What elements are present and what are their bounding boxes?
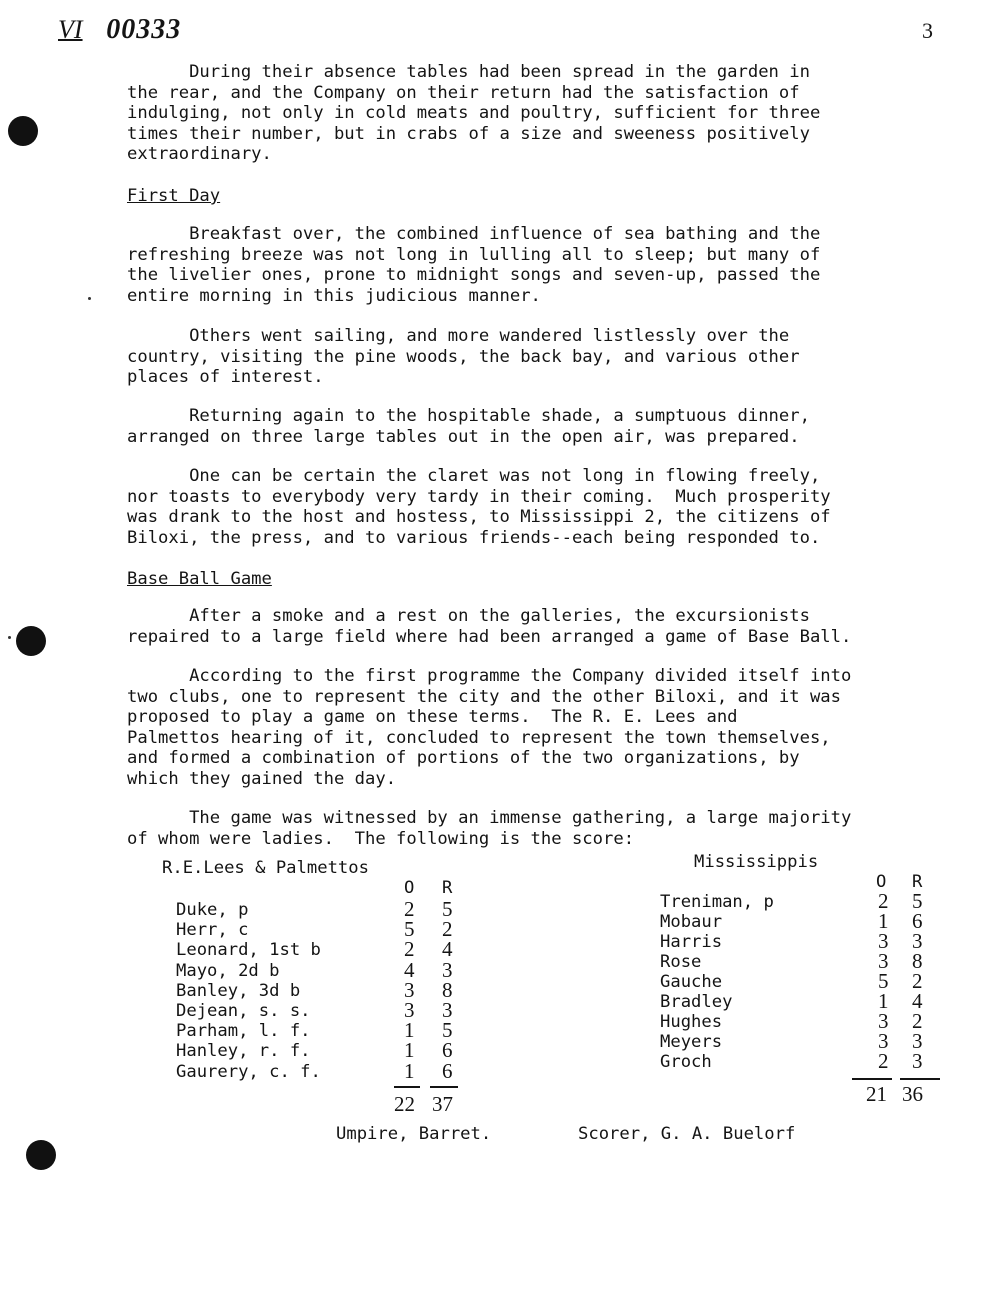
player-runs: 6 — [912, 909, 923, 933]
player-runs: 4 — [912, 989, 923, 1013]
col-o-header-right: O — [876, 872, 887, 892]
player-outs: 3 — [878, 1029, 889, 1053]
player-outs: 1 — [404, 1058, 415, 1083]
player-runs: 3 — [912, 929, 923, 953]
col-r-header-right: R — [912, 872, 923, 892]
player-runs: 2 — [912, 969, 923, 993]
player-name: Meyers — [660, 1032, 723, 1052]
col-r-header-left: R — [442, 878, 453, 898]
player-name: Harris — [660, 932, 723, 952]
paragraph-witnessed: The game was witnessed by an immense gathering, a large majority of whom were ladies. The following is the score: — [127, 808, 852, 849]
player-outs: 3 — [404, 998, 415, 1022]
player-outs: 3 — [404, 977, 415, 1002]
player-outs: 3 — [878, 949, 889, 973]
page-number: 3 — [922, 18, 933, 43]
player-name: Gaurery, c. f. — [176, 1061, 321, 1082]
player-outs: 4 — [404, 957, 415, 982]
player-runs: 8 — [442, 977, 453, 1002]
paragraph-programme: According to the first programme the Company divided itself into two clubs, one to represent the city and the other Biloxi, and it was proposed to play a game on these terms. The R. E. Lees and Palmettos hearing of it, concluded to represent the town themselves, and formed a combination of portions of the two organizations, by which they gained the day. — [127, 666, 852, 789]
paragraph-claret: One can be certain the claret was not long in flowing freely, nor toasts to everybody very tardy in their coming. Much prosperity was drank to the host and hostess, to Mississippi 2, the citizens of Biloxi, the press, and to various friends--each being responded to. — [127, 466, 831, 548]
player-runs: 6 — [442, 1058, 453, 1083]
umpire-line: Umpire, Barret. — [336, 1124, 492, 1144]
paragraph-smoke: After a smoke and a rest on the galleries, the excursionists repaired to a large field where had been arranged a game of Base Ball. — [127, 606, 852, 647]
player-outs: 1 — [404, 1038, 415, 1063]
total-rule-right-r — [900, 1078, 940, 1080]
player-outs: 5 — [878, 969, 889, 993]
player-outs: 2 — [404, 897, 415, 921]
col-o-header-left: O — [404, 878, 415, 898]
total-o-left: 22 — [394, 1092, 415, 1116]
team-name-left: R.E.Lees & Palmettos — [162, 858, 369, 878]
margin-mark — [88, 297, 91, 300]
player-runs: 2 — [912, 1009, 923, 1033]
margin-mark — [8, 636, 11, 639]
player-name: Mobaur — [660, 912, 723, 932]
player-runs: 5 — [442, 1018, 453, 1043]
total-rule-left-o — [394, 1086, 420, 1088]
player-runs: 3 — [912, 1049, 923, 1073]
player-name: Groch — [660, 1052, 712, 1072]
total-rule-left-r — [430, 1086, 458, 1088]
document-id — [58, 14, 181, 46]
player-outs: 2 — [404, 937, 415, 962]
player-outs: 1 — [878, 989, 889, 1013]
player-name: Rose — [660, 952, 702, 972]
player-name: Treniman, p — [660, 892, 774, 912]
player-name: Herr, c — [176, 920, 249, 941]
player-outs: 1 — [404, 1018, 415, 1043]
player-runs: 5 — [442, 897, 453, 921]
player-runs: 4 — [442, 937, 453, 962]
player-outs: 2 — [878, 889, 889, 913]
player-outs: 2 — [878, 1049, 889, 1073]
player-runs: 2 — [442, 917, 453, 942]
paragraph-sailing: Others went sailing, and more wandered listlessly over the country, visiting the pine woods, the back bay, and various other places of interest. — [127, 326, 800, 387]
player-runs: 8 — [912, 949, 923, 973]
player-name: Parham, l. f. — [176, 1021, 311, 1042]
player-name: Gauche — [660, 972, 723, 992]
punch-hole-middle — [16, 626, 46, 656]
player-runs: 6 — [442, 1038, 453, 1063]
player-name: Bradley — [660, 992, 733, 1012]
player-outs: 5 — [404, 917, 415, 942]
punch-hole-top — [8, 116, 38, 146]
player-name: Banley, 3d b — [176, 980, 301, 1001]
scorer-line: Scorer, G. A. Buelorf — [578, 1124, 796, 1144]
player-name: Mayo, 2d b — [176, 960, 280, 981]
document-number: 00333 — [106, 14, 182, 45]
player-outs: 3 — [878, 1009, 889, 1033]
paragraph-dinner: Returning again to the hospitable shade, a sumptuous dinner, arranged on three large tables out in the open air, was prepared. — [127, 406, 810, 447]
player-name: Dejean, s. s. — [176, 1001, 311, 1021]
roman-numeral: VI — [58, 15, 83, 44]
paragraph-absence: During their absence tables had been spread in the garden in the rear, and the Company on their return had the satisfaction of indulging, not only in cold meats and poultry, sufficient for three times their number, but in crabs of a size and sweeness positively extraordinary. — [127, 62, 821, 164]
player-runs: 3 — [442, 998, 453, 1022]
player-name: Hanley, r. f. — [176, 1041, 311, 1062]
heading-first-day: First Day — [127, 186, 221, 206]
player-name: Hughes — [660, 1012, 723, 1032]
player-outs: 1 — [878, 909, 889, 933]
total-rule-right-o — [852, 1078, 892, 1080]
paragraph-breakfast: Breakfast over, the combined influence of sea bathing and the refreshing breeze was not long in lulling all to sleep; but many of the livelier ones, prone to midnight songs and seven-up, passed the entire morning in this judicious manner. — [127, 224, 821, 306]
player-runs: 5 — [912, 889, 923, 913]
heading-base-ball: Base Ball Game — [127, 569, 272, 589]
player-runs: 3 — [912, 1029, 923, 1053]
player-outs: 3 — [878, 929, 889, 953]
total-o-right: 21 — [866, 1082, 887, 1106]
total-r-left: 37 — [432, 1092, 453, 1116]
player-name: Leonard, 1st b — [176, 940, 321, 961]
player-name: Duke, p — [176, 900, 249, 920]
total-r-right: 36 — [902, 1082, 923, 1106]
punch-hole-bottom — [26, 1140, 56, 1170]
team-name-right: Mississippis — [694, 852, 819, 872]
player-runs: 3 — [442, 957, 453, 982]
